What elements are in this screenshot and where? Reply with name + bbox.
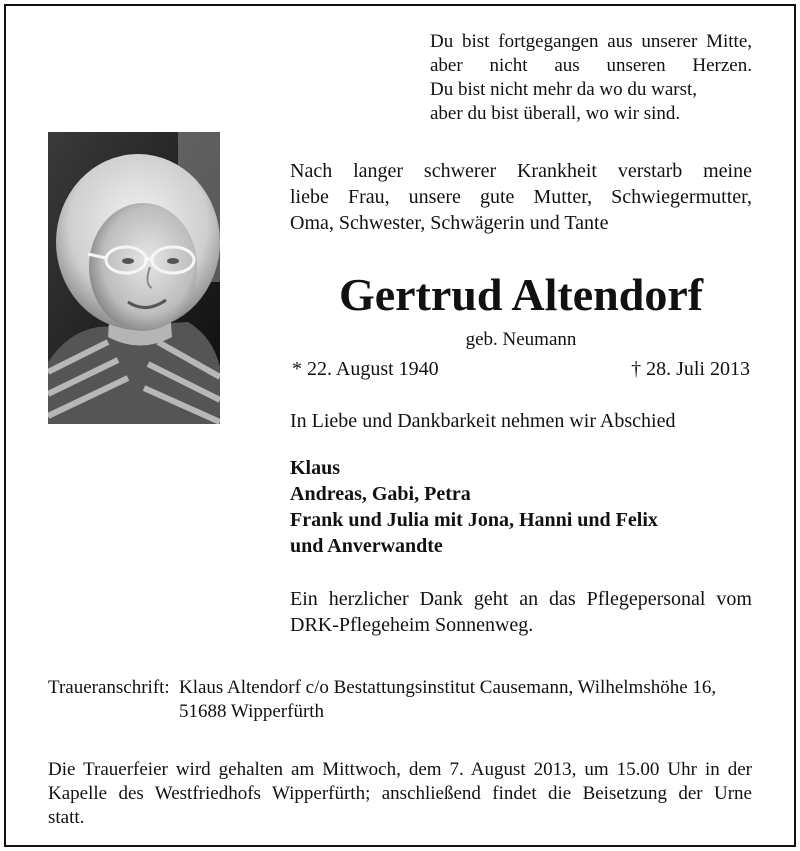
- family-member-line: Andreas, Gabi, Petra: [290, 483, 471, 505]
- address-line: 51688 Wipperfürth: [179, 701, 325, 722]
- funeral-ceremony-info: [48, 758, 752, 830]
- poem-line: aber nicht aus unseren Herzen.: [430, 55, 752, 76]
- portrait-photo: [48, 132, 220, 424]
- poem-line: Du bist nicht mehr da wo du warst,: [430, 79, 698, 100]
- thanks-line: Ein herzlicher Dank geht an das Pflegepersonal vom: [290, 588, 752, 610]
- ceremony-line: statt.: [48, 807, 85, 828]
- memorial-poem: [430, 30, 752, 126]
- thanks-text: [290, 586, 752, 638]
- poem-line: aber du bist überall, wo wir sind.: [430, 103, 681, 124]
- announcement-line: Nach langer schwerer Krankheit verstarb meine: [290, 160, 752, 182]
- birth-date: * 22. August 1940: [292, 358, 439, 380]
- birth-name: geb. Neumann: [465, 329, 577, 350]
- death-announcement: [290, 158, 752, 236]
- poem-line: Du bist fortgegangen aus unserer Mitte,: [430, 31, 752, 52]
- address-label: Traueranschrift:: [48, 677, 170, 698]
- farewell-text: In Liebe und Dankbarkeit nehmen wir Abschied: [290, 410, 676, 432]
- family-list: [290, 455, 752, 559]
- family-member-line: Frank und Julia mit Jona, Hanni und Felix: [290, 509, 658, 531]
- ceremony-line: Kapelle des Westfriedhofs Wipperfürth; anschließend findet die Beisetzung der Urne: [48, 783, 752, 804]
- death-date: † 28. Juli 2013: [631, 358, 750, 380]
- ceremony-line: Die Trauerfeier wird gehalten am Mittwoch, dem 7. August 2013, um 15.00 Uhr in der: [48, 759, 752, 780]
- thanks-line: DRK-Pflegeheim Sonnenweg.: [290, 614, 534, 636]
- announcement-line: liebe Frau, unsere gute Mutter, Schwiegermutter,: [290, 186, 752, 208]
- family-member-line: Klaus: [290, 457, 341, 479]
- family-member-line: und Anverwandte: [290, 535, 443, 557]
- deceased-name: Gertrud Altendorf: [338, 269, 704, 320]
- announcement-line: Oma, Schwester, Schwägerin und Tante: [290, 212, 609, 234]
- portrait-photo-image: [48, 132, 220, 424]
- address-line: Klaus Altendorf c/o Bestattungsinstitut Causemann, Wilhelmshöhe 16,: [179, 677, 717, 698]
